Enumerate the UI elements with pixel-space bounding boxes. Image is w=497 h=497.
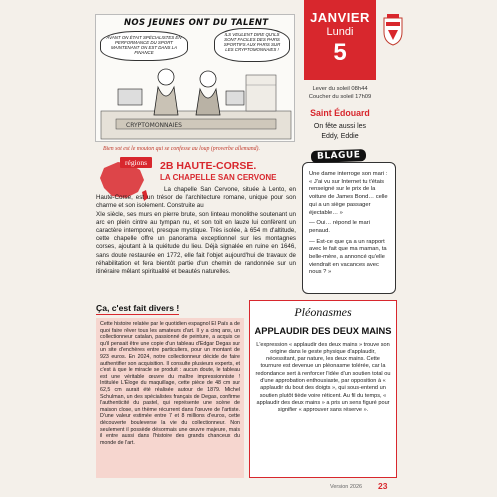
pleonasm-body: L'expression « applaudir des deux mains » trouve son origine dans le geste physique d'applaudir, nécessitant, par nature, les deux mains. Cette tournure est devenue un pléonasme tolérée, car la redondance sert à renforcer l'idée d'un soutien total ou d'une approbation enthousiaste, par opposition à « applaudir du bout des doigts », qui sous-entend un soutien plutôt tiède voire réticent. Au fil du temps, « applaudir des deux mains » a pris un sens figuré pour signifier « approuver sans réserve ». bbox=[255, 341, 391, 414]
region-article bbox=[96, 186, 296, 276]
joke-label: BLAGUE bbox=[311, 149, 367, 163]
coat-of-arms-icon bbox=[382, 14, 404, 46]
saint-line-2: Eddy, Eddie bbox=[321, 133, 359, 140]
joke-paragraph-1: Une dame interroge son mari : « J'ai vu sur Internet tu t'étais renseigné sur le prix de la voiture de James Bond… celle qui a un siège passager éjectable… » bbox=[309, 171, 388, 216]
pleonasm-heading: Pléonasmes bbox=[294, 305, 352, 319]
region-body-1: La chapelle San Cervone, située à Lento, en Haute-Corse, est un trésor de l'architecture romane, unique pour son charme et son isolement. Construite au bbox=[96, 186, 296, 210]
date-month: JANVIER bbox=[310, 10, 370, 25]
speech-bubble-right: ILS VEULENT DIRE QU'ILS SONT FACILES DES PARIS SPORTIFS AUX PARIS SUR LES CRYPTOMONNAIES ! bbox=[214, 28, 290, 62]
saint-line-1: On fête aussi les bbox=[313, 123, 367, 130]
pleonasm-box bbox=[249, 300, 397, 478]
joke-box bbox=[302, 162, 396, 294]
cartoon-caption: Bien sot est le mouton qui se confesse au loup (proverbe allemand). bbox=[103, 146, 260, 152]
svg-text:CRYPTOMONNAIES: CRYPTOMONNAIES bbox=[126, 122, 182, 129]
cartoon-drawing-icon bbox=[96, 15, 295, 142]
page-number: 23 bbox=[378, 481, 388, 491]
cartoon bbox=[95, 14, 295, 142]
saint-of-day bbox=[304, 108, 376, 142]
region-body-2: XIe siècle, ses murs en pierre brute, son linteau monolithe soutenant un arc en plein cintre au tympan nu, et son toit en lauze lui confèrent un caractère intemporel, presque mystique. Très isolée, à 654 m d'altitude, cette chapelle offre un panorama exceptionnel sur les montagnes corses, ajoutant à la quiétude du lieu. Déjà signalée en ruine en 1646, sans doute restaurée en 1772, elle fait l'objet aujourd'hui de travaux de réhabilitation et fera bientôt partie d'un chemin de randonnée sur un itinéraire mêlant spiritualité et beautés naturelles. bbox=[96, 210, 296, 276]
date-day: 5 bbox=[333, 39, 347, 66]
region-title: 2B HAUTE-CORSE. bbox=[160, 160, 257, 172]
news-title: Ça, c'est fait divers ! bbox=[96, 303, 180, 313]
joke-paragraph-3: — Est-ce que ça a un rapport avec le fait que ma maman, ta belle-mère, a annoncé qu'elle viendrait en vacances avec nous ? » bbox=[309, 238, 387, 276]
speech-bubble-left: AVANT ON ÉTAIT SPÉCIALISTES EN PERFORMANCE DU SPORT MAINTENANT ON EST DANS LA FINANCE bbox=[100, 31, 188, 61]
region-subtitle: LA CHAPELLE SAN CERVONE bbox=[160, 173, 277, 182]
saint-name: Saint Édouard bbox=[310, 108, 370, 118]
date-weekday: Lundi bbox=[326, 26, 354, 38]
sunset-time: Coucher du soleil 17h09 bbox=[308, 94, 372, 100]
news-body: Cette histoire relatée par le quotidien espagnol El País a de quoi faire rêver tous les amateurs d'art. Il y a cinq ans, un collectionneur catalan, passionné de peinture, a acquis ce qu'il pensait être une copie d'un tableau d'Edgar Degas sur un site d'enchères entre particuliers, pour un montant de 923 euros. En 2024, notre collectionneur décide de faire authentifier son acquisition. Il consulte plusieurs experts, et c'est à que le miracle se produit : aucun doute, le tableau est une véritable œuvre du maître impressionniste ! Intitulée L'Éloge du maquillage, cette pièce de 48 cm sur 62,5 cm aurait été réalisée autour de 1879. Michel Schulman, un des spécialistes français de Degas, confirme l'authenticité du pastel, qui représente une scène de maison close, un thème récurrent dans l'œuvre de l'artiste. D'une valeur estimée entre 7 et 8 millions d'euros, cette découverte bouleverse la vie du collectionneur. Non seulement il possède désormais une œuvre majeure, mais il entre aussi dans l'histoire des grands chanceux du monde de l'art. bbox=[96, 318, 244, 478]
date-block bbox=[304, 0, 376, 80]
pleonasm-title: APPLAUDIR DES DEUX MAINS bbox=[254, 326, 392, 336]
cartoon-title: NOS JEUNES ONT DU TALENT bbox=[124, 18, 269, 28]
sun-times bbox=[304, 85, 376, 101]
regions-tag: régions bbox=[120, 157, 152, 168]
footer-text: Version 2026 bbox=[330, 484, 363, 490]
sunrise-time: Lever du soleil 08h44 bbox=[312, 86, 368, 92]
joke-paragraph-2: — Oui… répond le mari penaud. bbox=[309, 220, 370, 234]
